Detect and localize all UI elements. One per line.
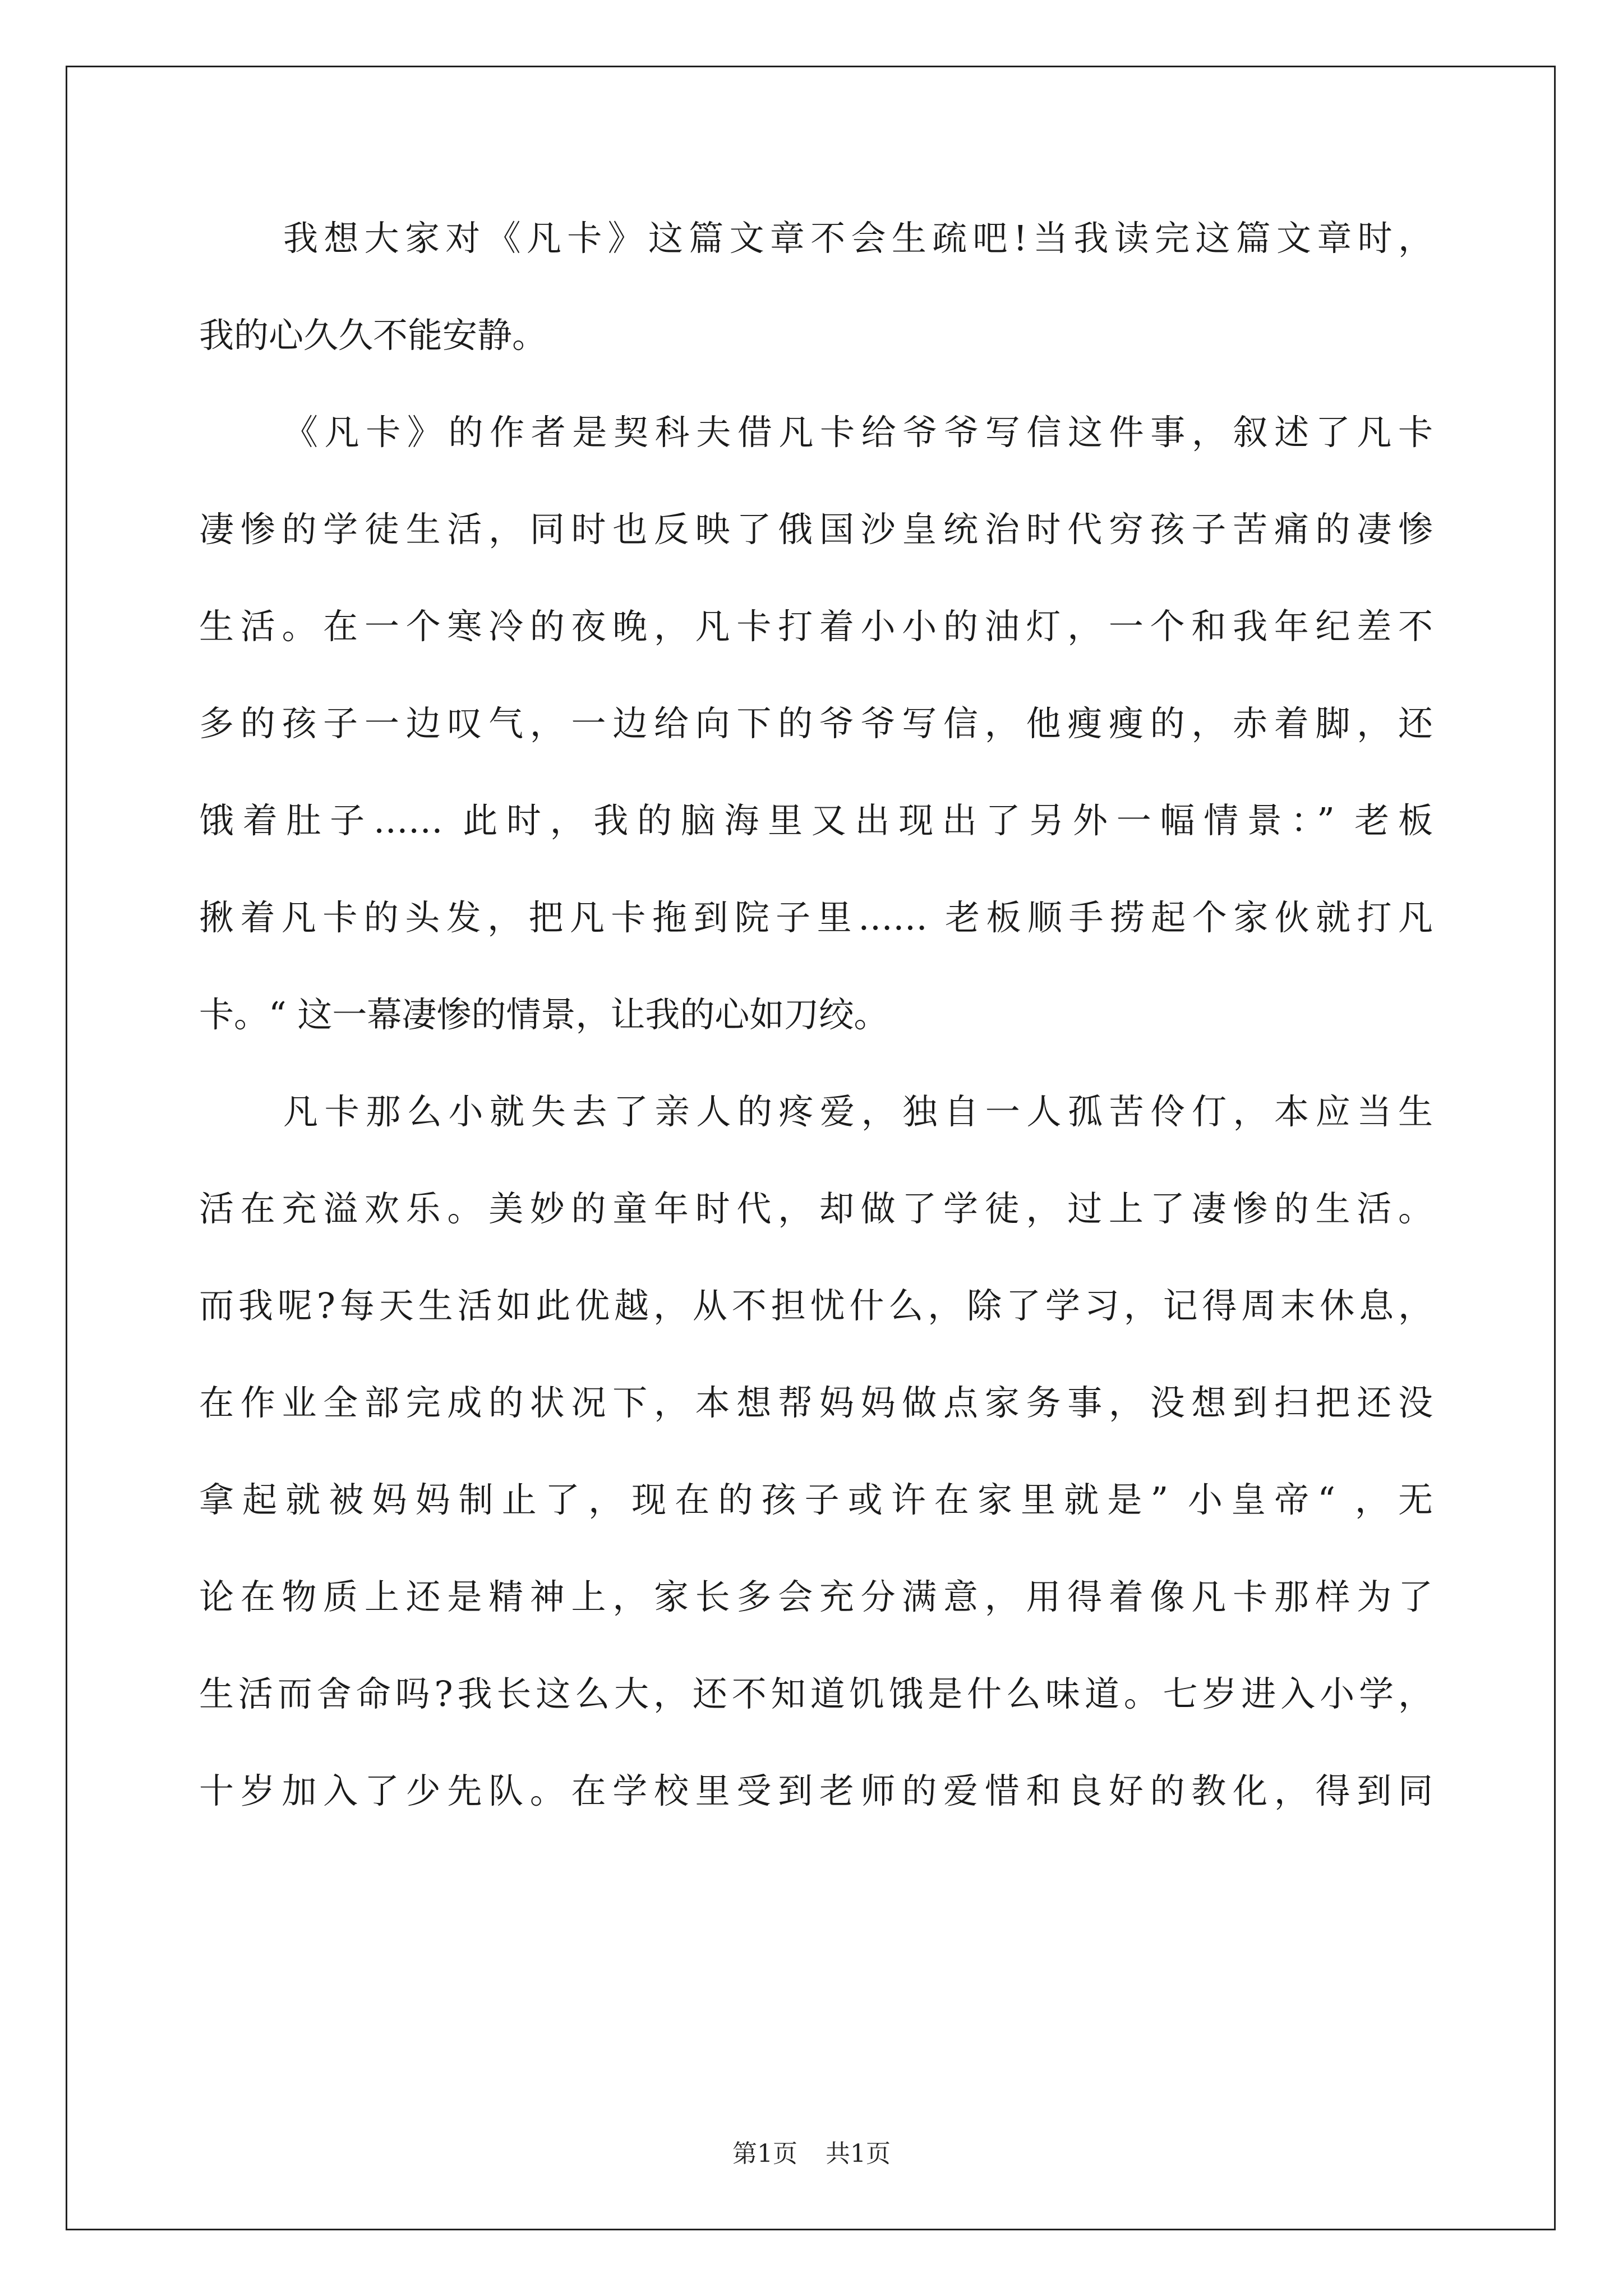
text-line: 在作业全部完成的状况下，本想帮妈妈做点家务事，没想到扫把还没 xyxy=(199,1382,1433,1423)
text-line: 活在充溢欢乐。美妙的童年时代，却做了学徒，过上了凄惨的生活。 xyxy=(199,1188,1433,1229)
text-line: 论在物质上还是精神上，家长多会充分满意，用得着像凡卡那样为了 xyxy=(199,1576,1433,1617)
text-line: 我想大家对《凡卡》这篇文章不会生疏吧!当我读完这篇文章时， xyxy=(283,218,1433,259)
page-footer xyxy=(0,2137,1623,2171)
text-line: 《凡卡》的作者是契科夫借凡卡给爷爷写信这件事，叙述了凡卡 xyxy=(283,412,1433,453)
document-body xyxy=(199,208,1433,1857)
text-line: 十岁加入了少先队。在学校里受到老师的爱惜和良好的教化，得到同 xyxy=(199,1770,1433,1811)
text-line: 生活。在一个寒冷的夜晚，凡卡打着小小的油灯，一个和我年纪差不 xyxy=(199,606,1433,647)
text-line: 饿着肚子…… 此时，我的脑海里又出现出了另外一幅情景：” 老板 xyxy=(199,800,1433,841)
page-number-current: 第1页 xyxy=(732,2139,797,2168)
text-line: 生活而舍命吗?我长这么大，还不知道饥饿是什么味道。七岁进入小学， xyxy=(199,1673,1433,1714)
text-line: 拿起就被妈妈制止了，现在的孩子或许在家里就是” 小皇帝“ ，无 xyxy=(199,1479,1433,1520)
text-line: 我的心久久不能安静。 xyxy=(199,315,547,356)
page-number-total: 共1页 xyxy=(826,2139,891,2168)
text-line: 而我呢?每天生活如此优越，从不担忧什么，除了学习，记得周末休息， xyxy=(199,1285,1433,1326)
text-line: 卡。“ 这一幕凄惨的情景，让我的心如刀绞。 xyxy=(199,994,889,1035)
text-line: 揪着凡卡的头发，把凡卡拖到院子里…… 老板顺手捞起个家伙就打凡 xyxy=(199,897,1433,938)
text-line: 凡卡那么小就失去了亲人的疼爱，独自一人孤苦伶仃，本应当生 xyxy=(283,1091,1433,1132)
text-line: 多的孩子一边叹气，一边给向下的爷爷写信，他瘦瘦的，赤着脚，还 xyxy=(199,703,1433,744)
text-line: 凄惨的学徒生活，同时也反映了俄国沙皇统治时代穷孩子苦痛的凄惨 xyxy=(199,509,1433,550)
